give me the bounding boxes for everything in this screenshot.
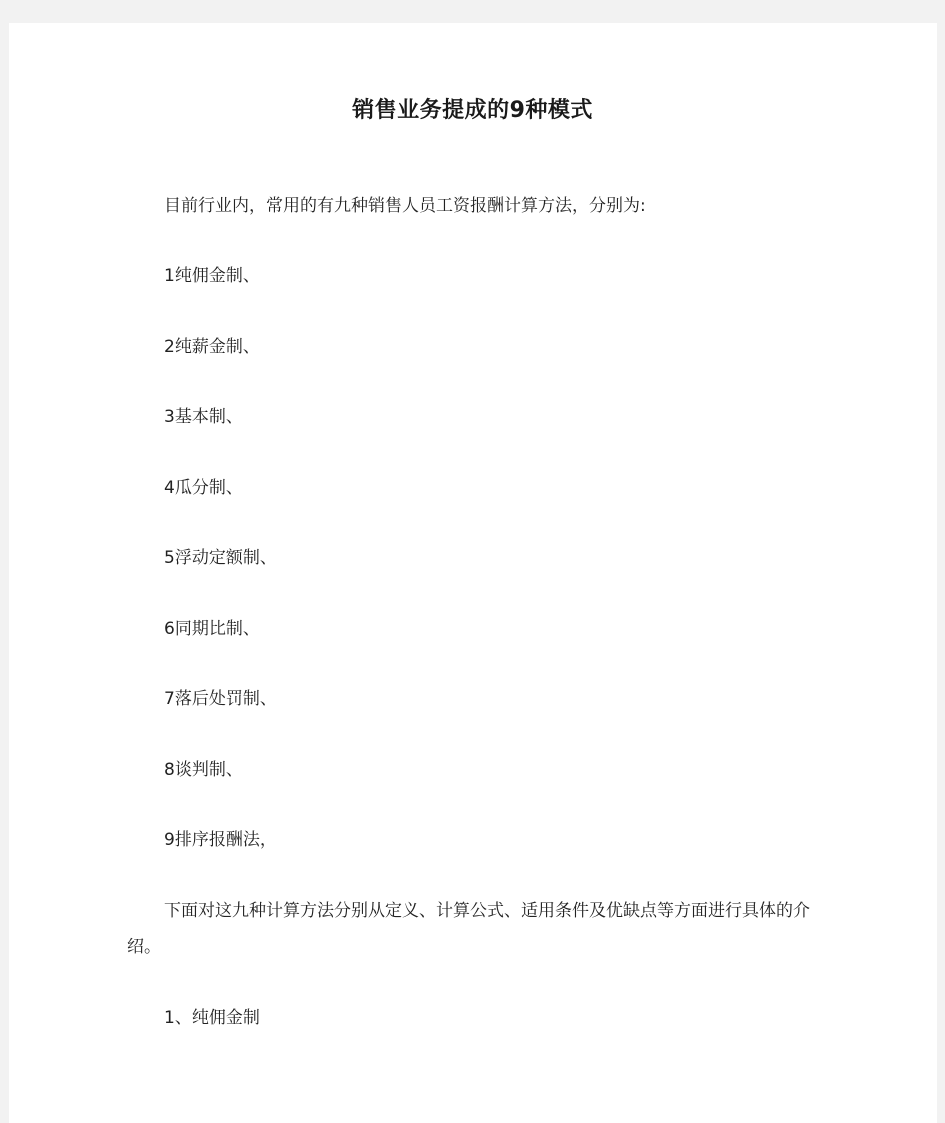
- method-item-7: 7落后处罚制、: [164, 689, 277, 709]
- method-item-1: 1纯佣金制、: [164, 266, 260, 286]
- method-item-5: 5浮动定额制、: [164, 548, 277, 568]
- document-title: 销售业务提成的9种模式: [352, 98, 593, 123]
- method-item-3: 3基本制、: [164, 407, 243, 427]
- intro-paragraph: 目前行业内，常用的有九种销售人员工资报酬计算方法，分别为:: [164, 196, 646, 216]
- section-heading: 1、纯佣金制: [164, 1008, 260, 1028]
- summary-paragraph: 下面对这九种计算方法分别从定义、计算公式、适用条件及优缺点等方面进行具体的介绍。: [127, 901, 810, 957]
- method-item-6: 6同期比制、: [164, 619, 260, 639]
- method-item-9: 9排序报酬法，: [164, 830, 277, 850]
- method-item-2: 2纯薪金制、: [164, 337, 260, 357]
- method-item-8: 8谈判制、: [164, 760, 243, 780]
- method-item-4: 4瓜分制、: [164, 478, 243, 498]
